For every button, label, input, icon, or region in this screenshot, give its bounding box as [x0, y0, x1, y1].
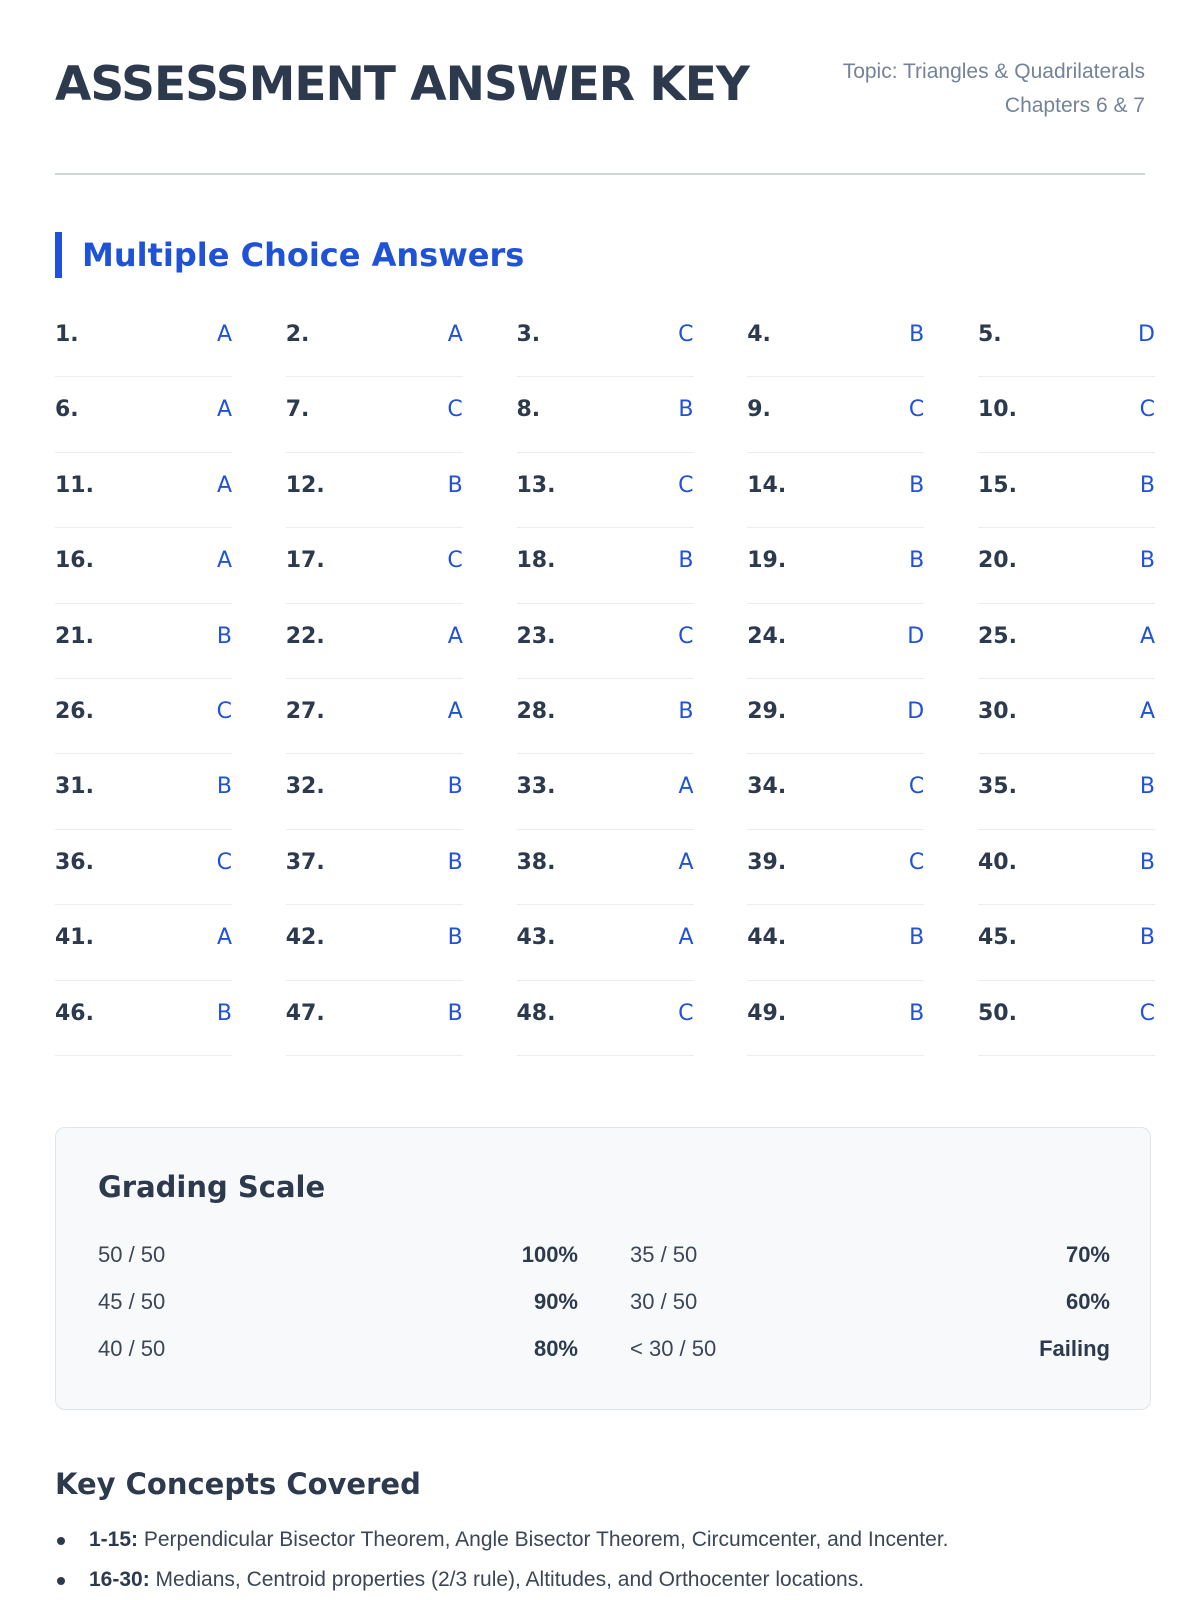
- answer-item: [978, 830, 1155, 905]
- question-number: 34.: [747, 774, 787, 800]
- grading-scale-title: Grading Scale: [98, 1170, 326, 1204]
- question-number: 18.: [516, 548, 556, 574]
- answer-letter: C: [216, 698, 232, 724]
- answer-item: [747, 754, 924, 829]
- question-number: 7.: [285, 397, 310, 423]
- answer-letter: C: [908, 397, 925, 423]
- question-number: 25.: [978, 623, 1017, 649]
- answer-letter: B: [216, 623, 232, 649]
- answer-item: [517, 754, 694, 829]
- answer-item: [517, 528, 694, 603]
- grade-percent: 100%: [521, 1242, 578, 1267]
- answer-item: [286, 604, 463, 679]
- answer-letter: B: [447, 774, 463, 800]
- answer-item: [747, 604, 924, 679]
- answer-letter: B: [447, 1000, 463, 1026]
- question-number: 31.: [55, 774, 94, 800]
- answer-letter: B: [909, 1000, 925, 1026]
- answer-letter: A: [447, 698, 463, 724]
- grade-row: [98, 1238, 578, 1285]
- answer-letter: B: [678, 698, 694, 724]
- answer-item: [978, 981, 1155, 1056]
- grade-percent: Failing: [1039, 1336, 1110, 1361]
- answer-item: [978, 905, 1155, 980]
- grading-column-left: [98, 1238, 578, 1379]
- question-number: 17.: [285, 548, 325, 574]
- topic-label: Topic: Triangles & Quadrilaterals: [842, 60, 1145, 83]
- answer-item: [286, 981, 463, 1056]
- answer-letter: A: [216, 472, 232, 498]
- answer-letter: C: [678, 1000, 694, 1026]
- question-number: 14.: [747, 472, 787, 498]
- answer-item: [978, 604, 1155, 679]
- answer-letter: C: [1139, 1000, 1155, 1026]
- question-number: 19.: [747, 548, 787, 574]
- question-number: 46.: [55, 1000, 94, 1026]
- answer-item: [55, 679, 232, 754]
- question-number: 26.: [55, 698, 94, 724]
- question-number: 49.: [747, 1000, 787, 1026]
- answer-item: [517, 905, 694, 980]
- answer-letter: A: [678, 849, 694, 875]
- document-header: [55, 55, 1145, 175]
- question-number: 38.: [516, 849, 556, 875]
- answer-letter: B: [1139, 849, 1155, 875]
- answer-letter: B: [447, 849, 463, 875]
- grading-scale-table: [98, 1238, 1110, 1379]
- answer-letter: B: [447, 472, 463, 498]
- answer-item: [747, 830, 924, 905]
- answer-letter: C: [1139, 397, 1155, 423]
- multiple-choice-heading: Multiple Choice Answers: [55, 232, 524, 278]
- answer-letter: C: [908, 849, 925, 875]
- answer-grid: [55, 302, 1155, 1056]
- answer-letter: B: [909, 322, 925, 347]
- answer-letter: A: [447, 322, 463, 347]
- question-number: 28.: [516, 698, 556, 724]
- question-number: 9.: [747, 397, 771, 423]
- grade-percent: 70%: [1065, 1242, 1110, 1267]
- answer-letter: A: [447, 623, 463, 649]
- answer-letter: C: [908, 774, 925, 800]
- answer-item: [55, 377, 232, 452]
- grade-row: [630, 1238, 1110, 1285]
- answer-letter: B: [216, 1000, 232, 1026]
- question-number: 47.: [285, 1000, 325, 1026]
- answer-item: [55, 528, 232, 603]
- answer-letter: A: [1139, 623, 1155, 649]
- answer-item: [55, 905, 232, 980]
- grade-row: [630, 1285, 1110, 1332]
- question-number: 3.: [516, 322, 541, 347]
- grade-score: < 30 / 50: [630, 1336, 717, 1361]
- answer-item: [747, 302, 924, 377]
- answer-item: [517, 604, 694, 679]
- key-concepts-list: [55, 1524, 1151, 1600]
- answer-item: [286, 679, 463, 754]
- question-number: 1.: [55, 322, 79, 347]
- answer-item: [517, 981, 694, 1056]
- concept-item: [55, 1564, 1151, 1600]
- question-number: 42.: [285, 925, 325, 951]
- answer-letter: A: [216, 548, 232, 574]
- concept-text: Medians, Centroid properties (2/3 rule), Altitudes, and Orthocenter locations.: [149, 1568, 865, 1591]
- question-number: 50.: [978, 1000, 1017, 1026]
- answer-letter: B: [909, 925, 925, 951]
- answer-letter: A: [1139, 698, 1155, 724]
- answer-item: [978, 754, 1155, 829]
- answer-item: [747, 377, 924, 452]
- answer-letter: A: [216, 925, 232, 951]
- answer-letter: B: [216, 774, 232, 800]
- question-number: 30.: [978, 698, 1017, 724]
- chapters-label: Chapters 6 & 7: [1004, 94, 1145, 117]
- answer-letter: A: [678, 925, 694, 951]
- answer-item: [286, 754, 463, 829]
- grading-scale-panel: [55, 1127, 1151, 1410]
- grade-percent: 90%: [533, 1289, 578, 1314]
- answer-letter: A: [216, 397, 232, 423]
- question-number: 44.: [747, 925, 787, 951]
- grading-column-right: [630, 1238, 1110, 1379]
- question-number: 35.: [978, 774, 1017, 800]
- answer-letter: A: [216, 322, 232, 347]
- page-title: ASSESSMENT ANSWER KEY: [55, 57, 749, 112]
- grade-row: [630, 1332, 1110, 1379]
- grade-score: 45 / 50: [98, 1289, 166, 1314]
- answer-letter: A: [678, 774, 694, 800]
- grade-row: [98, 1332, 578, 1379]
- grade-row: [98, 1285, 578, 1332]
- answer-item: [747, 453, 924, 528]
- answer-item: [517, 453, 694, 528]
- question-number: 24.: [747, 623, 787, 649]
- answer-item: [517, 302, 694, 377]
- question-number: 32.: [285, 774, 325, 800]
- answer-letter: B: [1139, 925, 1155, 951]
- grade-score: 40 / 50: [98, 1336, 166, 1361]
- answer-letter: C: [678, 623, 694, 649]
- answer-item: [517, 377, 694, 452]
- answer-item: [978, 377, 1155, 452]
- question-number: 22.: [285, 623, 325, 649]
- answer-item: [517, 679, 694, 754]
- grade-percent: 60%: [1065, 1289, 1110, 1314]
- answer-item: [978, 679, 1155, 754]
- answer-item: [55, 453, 232, 528]
- answer-item: [286, 830, 463, 905]
- question-number: 4.: [747, 322, 771, 347]
- question-number: 21.: [55, 623, 94, 649]
- answer-letter: B: [1139, 472, 1155, 498]
- answer-item: [55, 830, 232, 905]
- question-number: 11.: [55, 472, 94, 498]
- answer-item: [747, 528, 924, 603]
- answer-item: [747, 679, 924, 754]
- document-meta: [843, 55, 1145, 123]
- question-number: 20.: [978, 548, 1017, 574]
- question-number: 6.: [55, 397, 79, 423]
- question-number: 5.: [978, 322, 1002, 347]
- answer-item: [978, 453, 1155, 528]
- answer-letter: D: [907, 623, 925, 649]
- question-number: 43.: [516, 925, 556, 951]
- answer-item: [286, 377, 463, 452]
- concept-range: 16-30:: [89, 1568, 150, 1591]
- answer-letter: B: [1139, 548, 1155, 574]
- answer-letter: B: [678, 397, 694, 423]
- question-number: 29.: [747, 698, 787, 724]
- question-number: 39.: [747, 849, 787, 875]
- answer-item: [978, 528, 1155, 603]
- answer-letter: B: [1139, 774, 1155, 800]
- key-concepts-title: Key Concepts Covered: [55, 1467, 421, 1501]
- answer-letter: C: [678, 472, 694, 498]
- answer-letter: D: [907, 698, 925, 724]
- grade-score: 30 / 50: [630, 1289, 698, 1314]
- answer-item: [286, 453, 463, 528]
- grade-score: 50 / 50: [98, 1242, 166, 1267]
- answer-item: [286, 302, 463, 377]
- question-number: 12.: [285, 472, 325, 498]
- answer-item: [286, 528, 463, 603]
- grade-percent: 80%: [533, 1336, 578, 1361]
- question-number: 33.: [516, 774, 556, 800]
- answer-item: [55, 302, 232, 377]
- question-number: 36.: [55, 849, 94, 875]
- answer-letter: B: [678, 548, 694, 574]
- question-number: 16.: [55, 548, 94, 574]
- answer-item: [747, 981, 924, 1056]
- answer-letter: B: [447, 925, 463, 951]
- question-number: 2.: [285, 322, 310, 347]
- concept-range: 1-15:: [89, 1528, 139, 1551]
- answer-item: [55, 604, 232, 679]
- question-number: 8.: [516, 397, 541, 423]
- question-number: 41.: [55, 925, 94, 951]
- question-number: 10.: [978, 397, 1017, 423]
- answer-item: [286, 905, 463, 980]
- question-number: 23.: [516, 623, 556, 649]
- question-number: 37.: [285, 849, 325, 875]
- question-number: 48.: [516, 1000, 556, 1026]
- question-number: 27.: [285, 698, 325, 724]
- concept-item: [55, 1524, 1151, 1564]
- answer-letter: C: [216, 849, 232, 875]
- answer-item: [978, 302, 1155, 377]
- answer-item: [747, 905, 924, 980]
- answer-letter: C: [678, 322, 694, 347]
- answer-letter: D: [1138, 322, 1155, 347]
- answer-item: [55, 754, 232, 829]
- answer-letter: B: [909, 472, 925, 498]
- answer-letter: C: [447, 397, 463, 423]
- answer-letter: B: [909, 548, 925, 574]
- concept-text: Perpendicular Bisector Theorem, Angle Bisector Theorem, Circumcenter, and Incenter.: [138, 1528, 949, 1551]
- question-number: 45.: [978, 925, 1017, 951]
- question-number: 13.: [516, 472, 556, 498]
- answer-item: [55, 981, 232, 1056]
- question-number: 40.: [978, 849, 1017, 875]
- answer-letter: C: [447, 548, 463, 574]
- question-number: 15.: [978, 472, 1017, 498]
- grade-score: 35 / 50: [630, 1242, 698, 1267]
- answer-item: [517, 830, 694, 905]
